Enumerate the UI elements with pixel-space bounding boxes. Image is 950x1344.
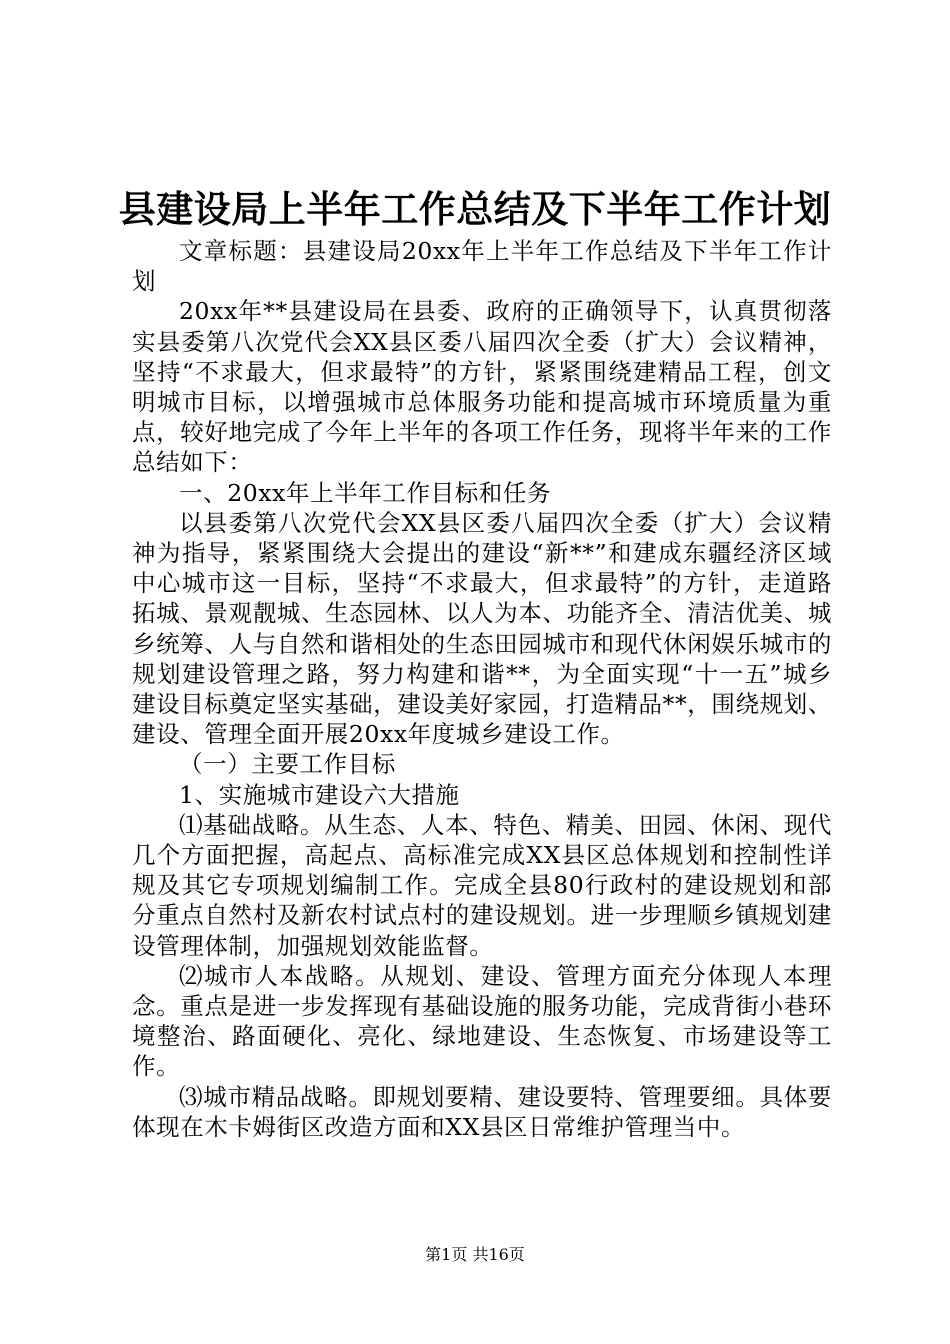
paragraph-measure-1: ⑴基础战略。从生态、人本、特色、精美、田园、休闲、现代几个方面把握，高起点、高标准完成XX县区总体规划和控制性详规及其它专项规划编制工作。完成全县80行政村的建设规划和部分重点自然村及新农村试点村的建设规划。进一步理顺乡镇规划建设管理体制，加强规划效能监督。 bbox=[132, 810, 832, 960]
paragraph-guidance: 以县委第八次党代会XX县区委八届四次全委（扩大）会议精神为指导，紧紧围绕大会提出的建设“新**”和建成东疆经济区域中心城市这一目标，坚持“不求最大，但求最特”的方针，走道路拓城、景观靓城、生态园林、以人为本、功能齐全、清洁优美、城乡统筹、人与自然和谐相处的生态田园城市和现代休闲娱乐城市的规划建设管理之路，努力构建和谐**，为全面实现“十一五”城乡建设目标奠定坚实基础，建设美好家园，打造精品**，围绕规划、建设、管理全面开展20xx年度城乡建设工作。 bbox=[132, 508, 832, 749]
document-body bbox=[132, 236, 832, 1142]
section-heading-1: 一、20xx年上半年工作目标和任务 bbox=[179, 478, 552, 507]
subsection-heading-main-goals: （一）主要工作目标 bbox=[179, 750, 396, 779]
paragraph-measure-3: ⑶城市精品战略。即规划要精、建设要特、管理要细。具体要体现在木卡姆街区改造方面和XX县区日常维护管理当中。 bbox=[132, 1082, 832, 1141]
paragraph-measure-2: ⑵城市人本战略。从规划、建设、管理方面充分体现人本理念。重点是进一步发挥现有基础设施的服务功能，完成背街小巷环境整治、路面硬化、亮化、绿地建设、生态恢复、市场建设等工作。 bbox=[132, 961, 832, 1081]
item-heading-six-measures: 1、实施城市建设六大措施 bbox=[179, 780, 460, 809]
paragraph-article-title: 文章标题：县建设局20xx年上半年工作总结及下半年工作计划 bbox=[132, 237, 832, 296]
page-footer: 第1页 共16页 bbox=[425, 1245, 525, 1264]
paragraph-intro: 20xx年**县建设局在县委、政府的正确领导下，认真贯彻落实县委第八次党代会XX县区委八届四次全委（扩大）会议精神，坚持“不求最大，但求最特”的方针，紧紧围绕建精品工程，创文明城市目标，以增强城市总体服务功能和提高城市环境质量为重点，较好地完成了今年上半年的各项工作任务，现将半年来的工作总结如下： bbox=[132, 297, 832, 477]
document-title: 县建设局上半年工作总结及下半年工作计划 bbox=[118, 187, 832, 231]
